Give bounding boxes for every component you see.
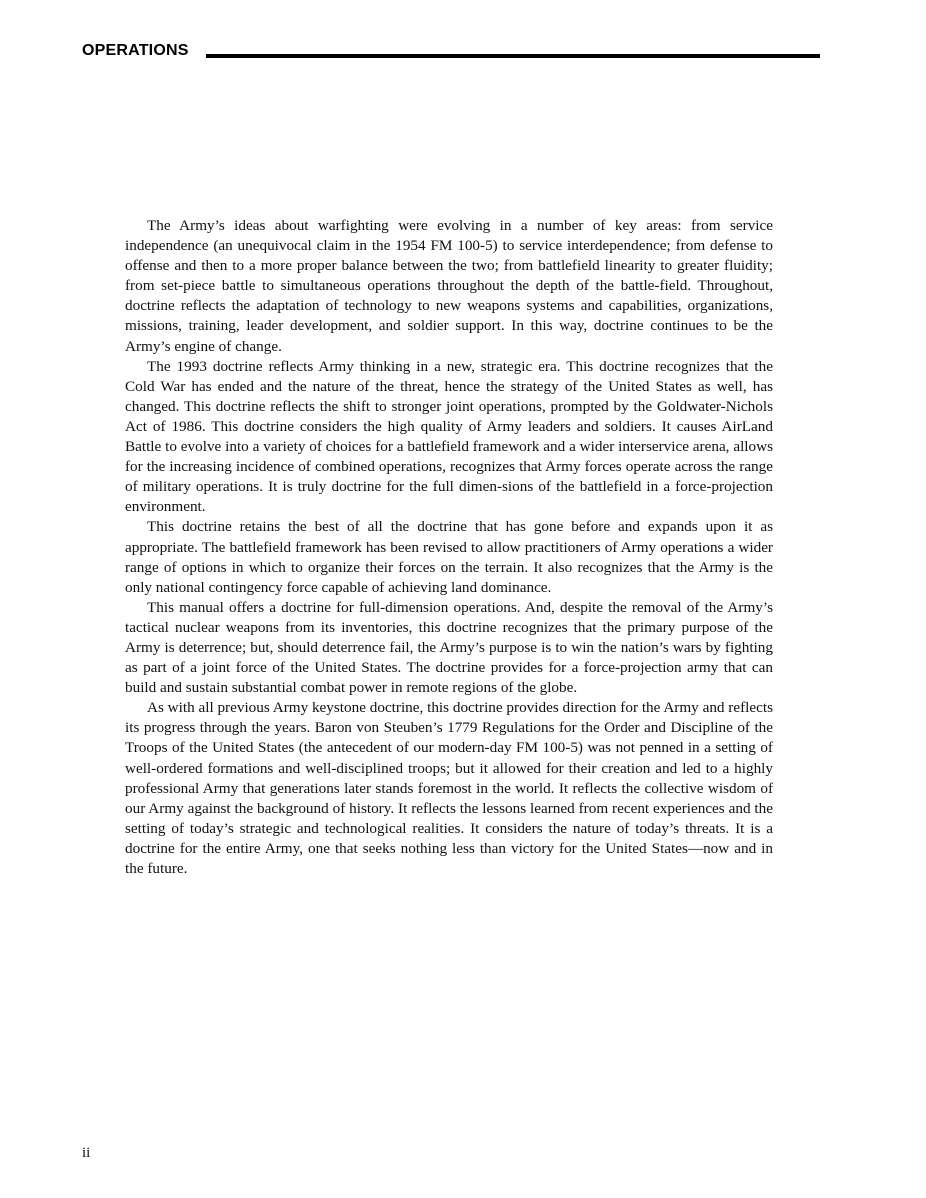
page-header <box>82 41 820 63</box>
body-text <box>125 216 773 879</box>
paragraph-5: As with all previous Army keystone doctrine, this doctrine provides direction for the Army and reflects its progress through the years. Baron von Steuben’s 1779 Regulations for the Order and Discipline of the Troops of the United States (the antecedent of our modern-day FM 100-5) was not penned in a setting of well-ordered formations and well-disciplined troops; but it allowed for their creation and led to a highly professional Army that generations later stands foremost in the world. It reflects the collective wisdom of our Army against the background of history. It reflects the lessons learned from recent experiences and the setting of today’s strategic and technological realities. It considers the nature of today’s threats. It is a doctrine for the entire Army, one that seeks nothing less than victory for the United States—now and in the future. <box>125 699 773 877</box>
header-rule <box>206 54 820 58</box>
paragraph-1: The Army’s ideas about warfighting were evolving in a number of key areas: from service independence (an unequivocal claim in the 1954 FM 100-5) to service interdependence; from defense to offense and then to a more proper balance between the two; from battlefield linearity to greater fluidity; from set-piece battle to simultaneous operations throughout the depth of the battle-field. Throughout, doctrine reflects the adaptation of technology to new weapons systems and capabilities, organizations, missions, training, leader development, and soldier support. In this way, doctrine continues to be the Army’s engine of change. <box>125 217 773 355</box>
paragraph-4: This manual offers a doctrine for full-dimension operations. And, despite the removal of the Army’s tactical nuclear weapons from its inventories, this doctrine recognizes that the primary purpose of the Army is deterrence; but, should deterrence fail, the Army’s purpose is to win the nation’s wars by fighting as part of a joint force of the United States. The doctrine provides for a force-projection army that can build and sustain substantial combat power in remote regions of the globe. <box>125 598 773 697</box>
page-number: ii <box>82 1145 91 1161</box>
paragraph-2: The 1993 doctrine reflects Army thinking in a new, strategic era. This doctrine recognizes that the Cold War has ended and the nature of the threat, hence the strategy of the United States as well, has changed. This doctrine reflects the shift to stronger joint operations, prompted by the Goldwater-Nichols Act of 1986. This doctrine considers the high quality of Army leaders and soldiers. It causes AirLand Battle to evolve into a variety of choices for a battlefield framework and a wider interservice arena, allows for the increasing incidence of combined operations, recognizes that Army forces operate across the range of military operations. It is truly doctrine for the full dimen-sions of the battlefield in a force-projection environment. <box>125 357 773 516</box>
section-title: OPERATIONS <box>82 42 189 59</box>
paragraph-3: This doctrine retains the best of all the doctrine that has gone before and expands upon it as appropriate. The battlefield framework has been revised to allow practitioners of Army operations a wider range of options in which to organize their forces on the terrain. It also recognizes that the Army is the only national contingency force capable of achieving land dominance. <box>125 518 773 596</box>
